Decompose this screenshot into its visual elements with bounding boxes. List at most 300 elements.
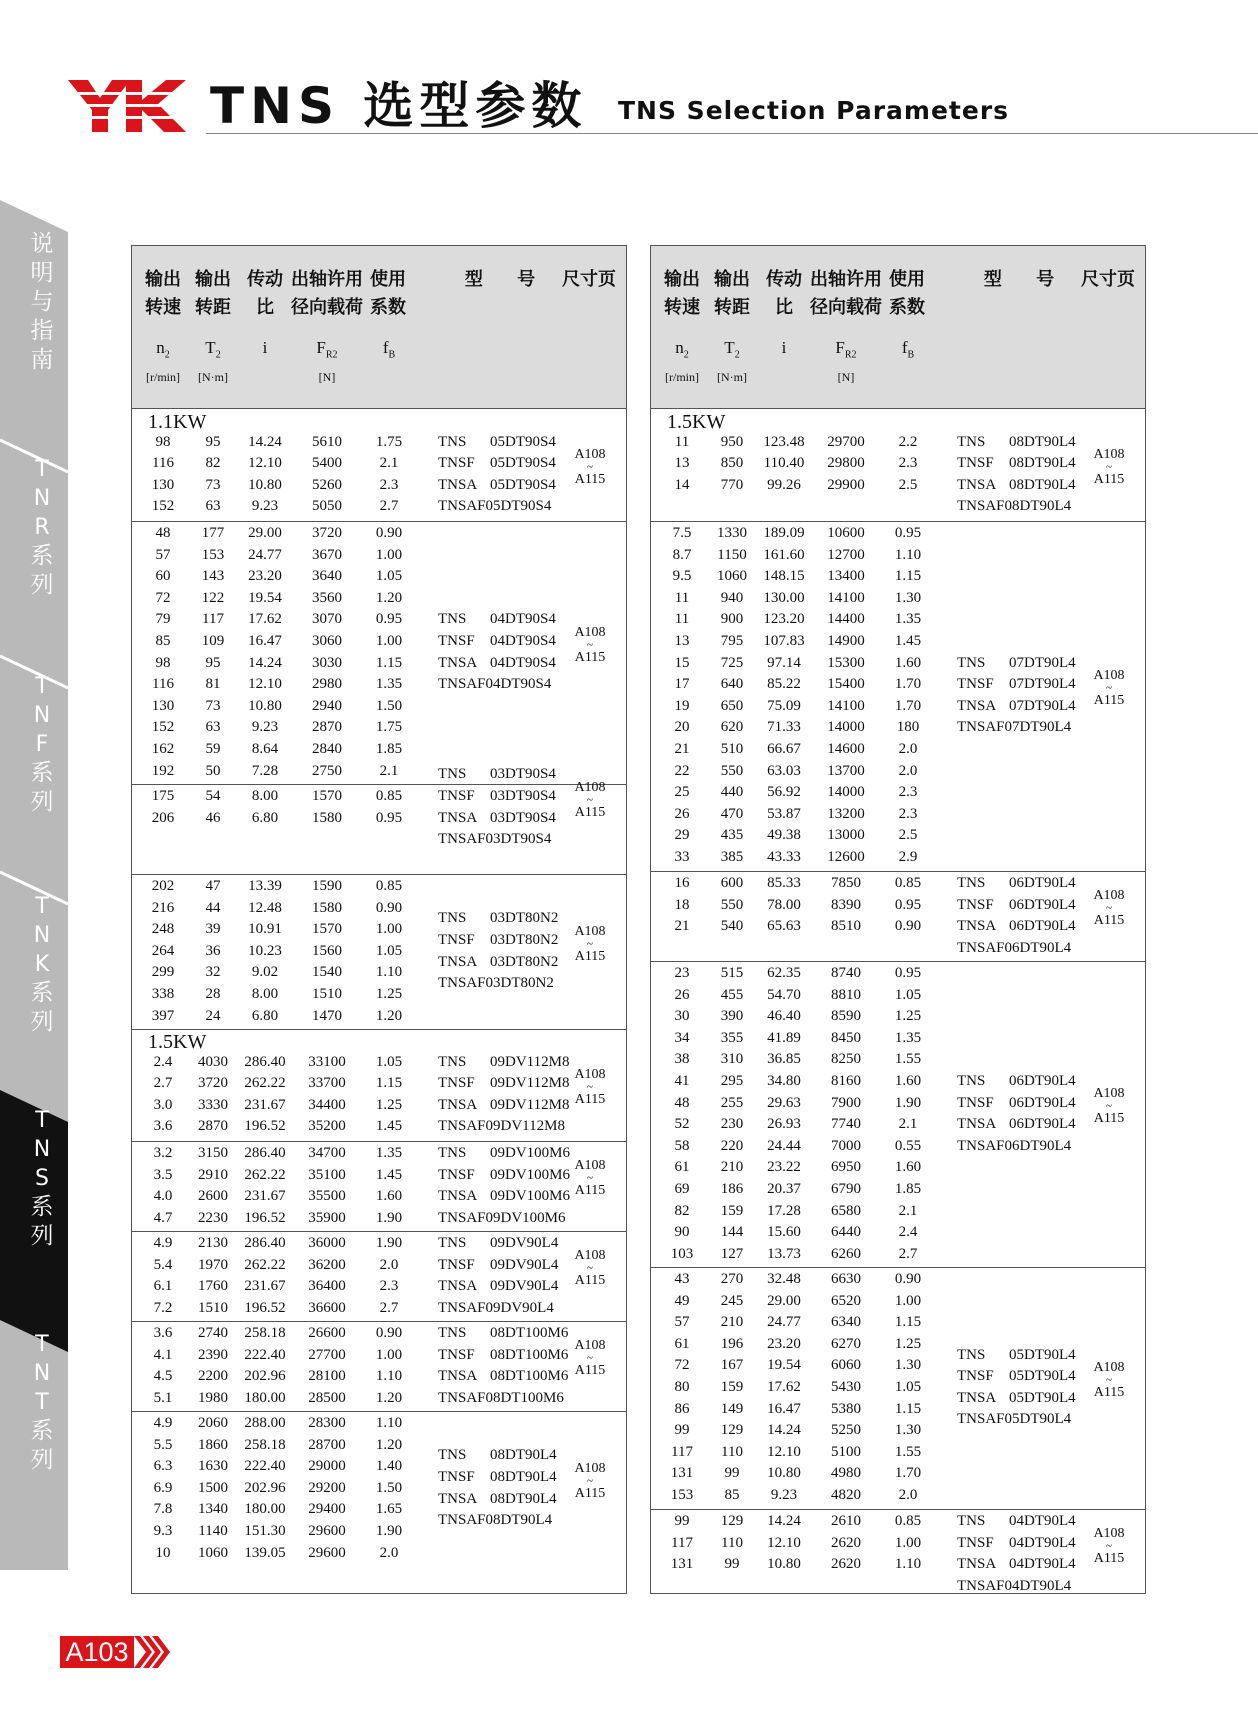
cell-t2: 117 <box>202 611 224 628</box>
cell-t2: 196 <box>720 1335 744 1352</box>
cell-ratio: 23.20 <box>767 1335 801 1352</box>
table-row <box>651 1049 951 1069</box>
cell-n2: 85 <box>155 633 171 649</box>
cell-radial-load: 6580 <box>831 1202 861 1219</box>
cell-radial-load: 33700 <box>308 1075 346 1092</box>
model-code: TNSA 09DV90L4 <box>438 1278 559 1295</box>
cell-n2: 61 <box>674 1159 690 1176</box>
cell-service-factor: 1.90 <box>375 1209 403 1226</box>
header-model: 型 号 <box>464 269 550 290</box>
side-tab-char: 列 <box>30 572 54 598</box>
cell-n2: 21 <box>674 918 690 935</box>
cell-t2: 36 <box>205 942 221 959</box>
dimension-pages: A108 ~ A115 <box>1093 1359 1125 1400</box>
header-col2: 输出 转距 <box>195 269 231 318</box>
table-row <box>132 1255 432 1275</box>
cell-n2: 216 <box>151 899 175 916</box>
cell-ratio: 231.67 <box>244 1188 286 1205</box>
model-code: TNSAF04DT90S4 <box>438 676 552 693</box>
table-row <box>132 962 432 982</box>
table-row <box>132 1165 432 1185</box>
table-row <box>651 1334 951 1354</box>
cell-n2: 48 <box>155 525 171 541</box>
cell-t2: 725 <box>720 654 744 671</box>
cell-service-factor: 1.05 <box>894 986 922 1003</box>
model-code: TNSF 04DT90S4 <box>438 633 556 649</box>
side-tab-char: 列 <box>30 789 54 815</box>
cell-n2: 90 <box>674 1224 690 1241</box>
table-row <box>132 674 432 694</box>
table-row <box>651 1420 951 1440</box>
cell-service-factor: 1.45 <box>375 1166 403 1183</box>
cell-ratio: 23.22 <box>767 1159 801 1176</box>
cell-service-factor: 1.55 <box>894 1051 922 1068</box>
cell-t2: 73 <box>205 697 221 714</box>
table-row <box>651 1377 951 1397</box>
cell-radial-load: 2840 <box>312 741 342 757</box>
cell-service-factor: 2.7 <box>898 1245 918 1262</box>
table-row <box>132 523 432 543</box>
cell-ratio: 23.20 <box>248 568 282 585</box>
cell-ratio: 9.23 <box>251 719 279 736</box>
cell-service-factor: 1.25 <box>894 1008 922 1025</box>
cell-t2: 950 <box>720 433 744 450</box>
cell-ratio: 110.40 <box>763 455 805 472</box>
cell-radial-load: 35100 <box>308 1166 346 1183</box>
side-tab-char: 列 <box>30 1223 54 1249</box>
header-symbol: $f_B$ <box>901 338 915 361</box>
side-tab-2[interactable] <box>22 672 62 817</box>
cell-ratio: 56.92 <box>767 784 801 801</box>
cell-service-factor: 2.3 <box>379 1278 399 1295</box>
model-code: TNS 09DV90L4 <box>438 1235 559 1251</box>
table-row <box>132 1298 432 1318</box>
cell-radial-load: 15300 <box>827 654 865 671</box>
cell-radial-load: 7850 <box>831 875 861 891</box>
cell-t2: 1060 <box>198 1544 228 1561</box>
cell-radial-load: 3060 <box>312 633 342 649</box>
cell-service-factor: 1.70 <box>894 697 922 714</box>
cell-service-factor: 2.7 <box>379 1299 399 1316</box>
side-tab-char: T <box>35 1332 49 1357</box>
cell-radial-load: 34700 <box>308 1145 346 1161</box>
cell-ratio: 288.00 <box>244 1415 286 1431</box>
cell-radial-load: 3560 <box>312 589 342 606</box>
table-row <box>651 916 951 936</box>
cell-ratio: 262.22 <box>244 1075 286 1092</box>
cell-ratio: 99.26 <box>767 476 801 493</box>
cell-ratio: 9.23 <box>770 1487 798 1503</box>
cell-radial-load: 2980 <box>312 676 342 693</box>
cell-service-factor: 1.05 <box>375 942 403 959</box>
cell-radial-load: 36600 <box>308 1299 346 1316</box>
cell-t2: 2060 <box>198 1415 228 1431</box>
side-tab-char: 系 <box>30 760 54 786</box>
cell-n2: 4.7 <box>153 1209 173 1226</box>
table-row <box>132 786 432 806</box>
cell-t2: 144 <box>720 1224 744 1241</box>
cell-n2: 61 <box>674 1335 690 1352</box>
cell-radial-load: 6630 <box>831 1271 861 1287</box>
model-code: TNS 08DT100M6 <box>438 1325 569 1341</box>
cell-n2: 117 <box>671 1443 693 1460</box>
cell-ratio: 10.80 <box>767 1556 801 1573</box>
side-tab-4[interactable] <box>22 1106 62 1251</box>
cell-service-factor: 0.55 <box>894 1137 922 1154</box>
model-code: TNSF 06DT90L4 <box>957 1094 1076 1111</box>
table-row <box>132 1073 432 1093</box>
cell-t2: 550 <box>720 896 744 913</box>
cell-radial-load: 14600 <box>827 741 865 757</box>
cell-radial-load: 14000 <box>827 719 865 736</box>
cell-n2: 72 <box>155 589 171 606</box>
table-group <box>132 1231 626 1322</box>
model-code: TNSA 06DT90L4 <box>957 918 1076 935</box>
dimension-pages: A108 ~ A115 <box>1093 1526 1125 1567</box>
group-power-label: 1.1KW <box>148 411 207 433</box>
cell-t2: 143 <box>201 568 225 585</box>
cell-t2: 2870 <box>198 1118 228 1135</box>
table-row <box>132 1208 432 1228</box>
model-code: TNSAF05DT90L4 <box>957 1411 1072 1428</box>
cell-t2: 153 <box>201 546 225 563</box>
cell-service-factor: 1.25 <box>375 986 403 1002</box>
cell-t2: 2740 <box>198 1325 228 1341</box>
cell-service-factor: 1.10 <box>375 1368 403 1385</box>
header-col4: 出轴许用 径向载荷 <box>810 269 882 318</box>
side-tab-char: 指 <box>30 318 54 344</box>
cell-service-factor: 0.95 <box>894 965 922 981</box>
cell-radial-load: 6950 <box>831 1159 861 1176</box>
cell-t2: 1150 <box>717 546 747 563</box>
cell-t2: 550 <box>720 762 744 779</box>
cell-t2: 795 <box>720 633 744 649</box>
cell-t2: 295 <box>720 1073 744 1089</box>
table-row <box>651 453 951 473</box>
cell-service-factor: 1.00 <box>894 1534 922 1551</box>
side-tab-5[interactable] <box>22 1330 62 1475</box>
dimension-pages: A108 ~ A115 <box>1093 888 1125 929</box>
cell-ratio: 62.35 <box>767 965 801 981</box>
cell-t2: 95 <box>205 433 221 450</box>
table-row <box>132 609 432 629</box>
cell-ratio: 202.96 <box>244 1479 286 1496</box>
cell-radial-load: 35200 <box>308 1118 346 1135</box>
cell-t2: 210 <box>720 1159 744 1176</box>
page-number-badge: A103 <box>60 1636 134 1668</box>
cell-n2: 79 <box>155 611 171 628</box>
cell-n2: 11 <box>674 611 690 628</box>
cell-ratio: 29.00 <box>767 1292 801 1309</box>
cell-service-factor: 1.70 <box>894 676 922 693</box>
model-code: TNS 06DT90L4 <box>957 1073 1076 1089</box>
cell-t2: 600 <box>720 875 744 891</box>
side-tab-char: T <box>35 674 49 699</box>
cell-n2: 3.6 <box>153 1325 173 1341</box>
cell-t2: 245 <box>720 1292 744 1309</box>
cell-service-factor: 2.0 <box>379 1256 399 1273</box>
cell-radial-load: 2620 <box>831 1534 861 1551</box>
cell-radial-load: 3670 <box>312 546 342 563</box>
dimension-pages: A108 ~ A115 <box>574 446 606 487</box>
table-row <box>651 1355 951 1375</box>
cell-service-factor: 1.15 <box>894 1400 922 1417</box>
cell-n2: 72 <box>674 1357 690 1374</box>
cell-radial-load: 3070 <box>312 611 342 628</box>
table-row <box>132 1323 432 1343</box>
cell-radial-load: 29900 <box>827 476 865 493</box>
cell-service-factor: 1.90 <box>375 1523 403 1539</box>
model-code: TNSF 07DT90L4 <box>957 676 1076 693</box>
cell-ratio: 49.38 <box>767 827 801 844</box>
cell-n2: 117 <box>671 1534 693 1551</box>
table-row <box>132 1345 432 1365</box>
dimension-pages: A108 ~ A115 <box>574 624 606 665</box>
header-symbol: $T_2$ <box>724 338 740 361</box>
cell-n2: 5.4 <box>153 1256 173 1273</box>
cell-n2: 2.7 <box>153 1075 173 1092</box>
cell-n2: 192 <box>151 762 175 779</box>
cell-service-factor: 2.2 <box>898 433 918 450</box>
side-tab-0[interactable] <box>22 230 62 375</box>
dimension-pages: A108 ~ A115 <box>574 1460 606 1501</box>
cell-radial-load: 13000 <box>827 827 865 844</box>
cell-service-factor: 2.9 <box>898 849 918 865</box>
cell-service-factor: 1.10 <box>894 1556 922 1573</box>
table-row <box>651 432 951 452</box>
cell-ratio: 139.05 <box>244 1544 286 1561</box>
cell-t2: 1760 <box>198 1278 228 1295</box>
table-group <box>132 874 626 1030</box>
cell-ratio: 14.24 <box>248 433 282 450</box>
model-code: TNS 05DT90S4 <box>438 433 556 450</box>
cell-t2: 159 <box>720 1202 744 1219</box>
cell-ratio: 180.00 <box>244 1389 286 1406</box>
cell-ratio: 123.48 <box>763 433 805 450</box>
cell-service-factor: 1.55 <box>894 1443 922 1460</box>
cell-ratio: 63.03 <box>767 762 801 779</box>
table-row <box>651 1222 951 1242</box>
model-code: TNSAF03DT80N2 <box>438 975 554 992</box>
header-symbol: i <box>781 338 787 357</box>
cell-n2: 206 <box>151 809 175 826</box>
header-unit: [N] <box>318 370 336 384</box>
cell-n2: 4.5 <box>153 1368 173 1385</box>
table-row <box>132 1521 432 1541</box>
cell-service-factor: 1.15 <box>894 568 922 585</box>
header-page: 尺寸页 <box>562 269 616 290</box>
table-row <box>132 696 432 716</box>
cell-ratio: 16.47 <box>767 1400 801 1417</box>
cell-t2: 81 <box>205 676 221 693</box>
cell-ratio: 46.40 <box>767 1008 801 1025</box>
cell-radial-load: 7000 <box>831 1137 861 1154</box>
cell-t2: 850 <box>720 455 744 472</box>
model-code: TNSAF08DT90L4 <box>438 1512 553 1529</box>
model-code: TNSF 09DV100M6 <box>438 1166 571 1183</box>
cell-n2: 26 <box>674 805 690 822</box>
side-tab-char: N <box>33 1361 51 1386</box>
cell-n2: 3.0 <box>153 1096 173 1113</box>
group-power-label: 1.5KW <box>148 1031 207 1053</box>
table-row <box>651 1442 951 1462</box>
cell-service-factor: 1.35 <box>375 676 403 693</box>
side-tab-char: 南 <box>30 347 54 373</box>
cell-radial-load: 36400 <box>308 1278 346 1295</box>
cell-ratio: 85.33 <box>767 875 801 891</box>
cell-n2: 38 <box>674 1051 690 1068</box>
cell-n2: 14 <box>674 476 690 493</box>
model-code: TNSF 08DT100M6 <box>438 1346 569 1363</box>
cell-service-factor: 1.45 <box>894 633 922 649</box>
table-row <box>651 1201 951 1221</box>
cell-t2: 1970 <box>198 1256 228 1273</box>
table-row <box>132 453 432 473</box>
cell-service-factor: 2.1 <box>898 1116 918 1133</box>
side-tab-char: 列 <box>30 1009 54 1035</box>
page-title-en: TNS Selection Parameters <box>618 96 1010 125</box>
table-row <box>651 631 951 651</box>
cell-t2: 2390 <box>198 1346 228 1363</box>
cell-n2: 11 <box>674 589 690 606</box>
header-unit: [r/min] <box>146 370 180 384</box>
cell-service-factor: 1.90 <box>375 1235 403 1251</box>
cell-ratio: 151.30 <box>244 1523 286 1539</box>
header-col3: 传动 比 <box>766 269 802 318</box>
cell-ratio: 222.40 <box>244 1458 286 1475</box>
cell-service-factor: 1.25 <box>375 1096 403 1113</box>
cell-t2: 1980 <box>198 1389 228 1406</box>
model-code: TNSF 03DT80N2 <box>438 932 559 948</box>
cell-t2: 85 <box>724 1487 740 1503</box>
table-row <box>132 653 432 673</box>
cell-radial-load: 4820 <box>831 1487 861 1503</box>
cell-radial-load: 1470 <box>312 1007 342 1024</box>
cell-t2: 109 <box>201 633 225 649</box>
cell-ratio: 8.64 <box>251 741 279 757</box>
cell-n2: 57 <box>674 1314 690 1331</box>
side-tab-char: T <box>35 1108 49 1133</box>
header-unit: [r/min] <box>665 370 699 384</box>
cell-service-factor: 1.00 <box>375 633 403 649</box>
cell-radial-load: 5430 <box>831 1379 861 1395</box>
side-tab-char: N <box>33 1137 51 1162</box>
table-row <box>132 1366 432 1386</box>
model-code: TNSAF05DT90S4 <box>438 498 552 515</box>
cell-n2: 49 <box>674 1292 690 1309</box>
cell-radial-load: 8250 <box>831 1051 861 1068</box>
table-row <box>651 475 951 495</box>
table-row <box>132 1095 432 1115</box>
cell-ratio: 189.09 <box>763 525 805 541</box>
model-code: TNSAF09DV90L4 <box>438 1299 554 1316</box>
cell-n2: 86 <box>674 1400 690 1417</box>
cell-ratio: 161.60 <box>763 546 805 563</box>
cell-n2: 23 <box>674 965 690 981</box>
table-row <box>651 696 951 716</box>
cell-radial-load: 6340 <box>831 1314 861 1331</box>
table-group <box>651 1509 1145 1599</box>
dimension-pages: A108 ~ A115 <box>574 1158 606 1199</box>
side-tab-3[interactable] <box>22 892 62 1037</box>
header-symbol: $F_{R2}$ <box>316 338 338 361</box>
cell-n2: 7.8 <box>153 1501 173 1518</box>
side-tab-1[interactable] <box>22 455 62 600</box>
cell-t2: 510 <box>720 741 744 757</box>
cell-t2: 122 <box>201 589 225 606</box>
cell-radial-load: 1560 <box>312 942 342 959</box>
cell-service-factor: 1.00 <box>375 921 403 938</box>
cell-t2: 46 <box>205 809 221 826</box>
side-tab-char: 说 <box>30 231 54 257</box>
cell-ratio: 78.00 <box>767 896 801 913</box>
cell-t2: 900 <box>720 611 744 628</box>
group-power-label: 1.5KW <box>667 411 726 433</box>
table-group <box>651 871 1145 962</box>
cell-n2: 80 <box>674 1379 690 1395</box>
dimension-pages: A108 ~ A115 <box>1093 446 1125 487</box>
cell-t2: 63 <box>205 498 221 515</box>
cell-radial-load: 14100 <box>827 589 865 606</box>
table-row <box>651 717 951 737</box>
cell-t2: 770 <box>720 476 744 493</box>
title-divider <box>206 133 1258 134</box>
cell-n2: 338 <box>151 986 175 1002</box>
cell-service-factor: 2.1 <box>898 1202 918 1219</box>
table-row <box>132 432 432 452</box>
cell-ratio: 286.40 <box>244 1053 286 1070</box>
cell-t2: 2600 <box>198 1188 228 1205</box>
cell-ratio: 41.89 <box>767 1029 801 1046</box>
table-row <box>651 873 951 893</box>
table-row <box>651 1114 951 1134</box>
cell-service-factor: 1.00 <box>375 546 403 563</box>
cell-n2: 7.2 <box>153 1299 173 1316</box>
table-row <box>132 1233 432 1253</box>
cell-t2: 39 <box>205 921 221 938</box>
side-tab-char: T <box>35 894 49 919</box>
cell-n2: 99 <box>674 1513 690 1529</box>
side-tab-char: N <box>33 923 51 948</box>
table-group <box>132 1141 626 1232</box>
cell-t2: 310 <box>720 1051 744 1068</box>
cell-n2: 98 <box>155 654 171 671</box>
cell-t2: 230 <box>720 1116 744 1133</box>
cell-n2: 82 <box>674 1202 690 1219</box>
header-col2: 输出 转距 <box>714 269 750 318</box>
cell-n2: 57 <box>155 546 171 563</box>
side-tab-char: T <box>35 1390 49 1415</box>
cell-radial-load: 3640 <box>312 568 342 585</box>
cell-ratio: 12.10 <box>248 676 282 693</box>
cell-t2: 32 <box>205 964 221 981</box>
table-row <box>132 898 432 918</box>
cell-ratio: 36.85 <box>767 1051 801 1068</box>
model-code: TNS 04DT90S4 <box>438 611 556 628</box>
cell-radial-load: 29800 <box>827 455 865 472</box>
cell-n2: 3.6 <box>153 1118 173 1135</box>
model-code: TNS 06DT90L4 <box>957 875 1076 891</box>
cell-radial-load: 12700 <box>827 546 865 563</box>
cell-radial-load: 5610 <box>312 433 342 450</box>
table-row <box>651 1463 951 1483</box>
cell-t2: 95 <box>205 654 221 671</box>
cell-service-factor: 0.90 <box>894 1271 922 1287</box>
cell-radial-load: 7740 <box>831 1116 861 1133</box>
table-row <box>132 1143 432 1163</box>
table-row <box>132 1388 432 1408</box>
cell-radial-load: 34400 <box>308 1096 346 1113</box>
